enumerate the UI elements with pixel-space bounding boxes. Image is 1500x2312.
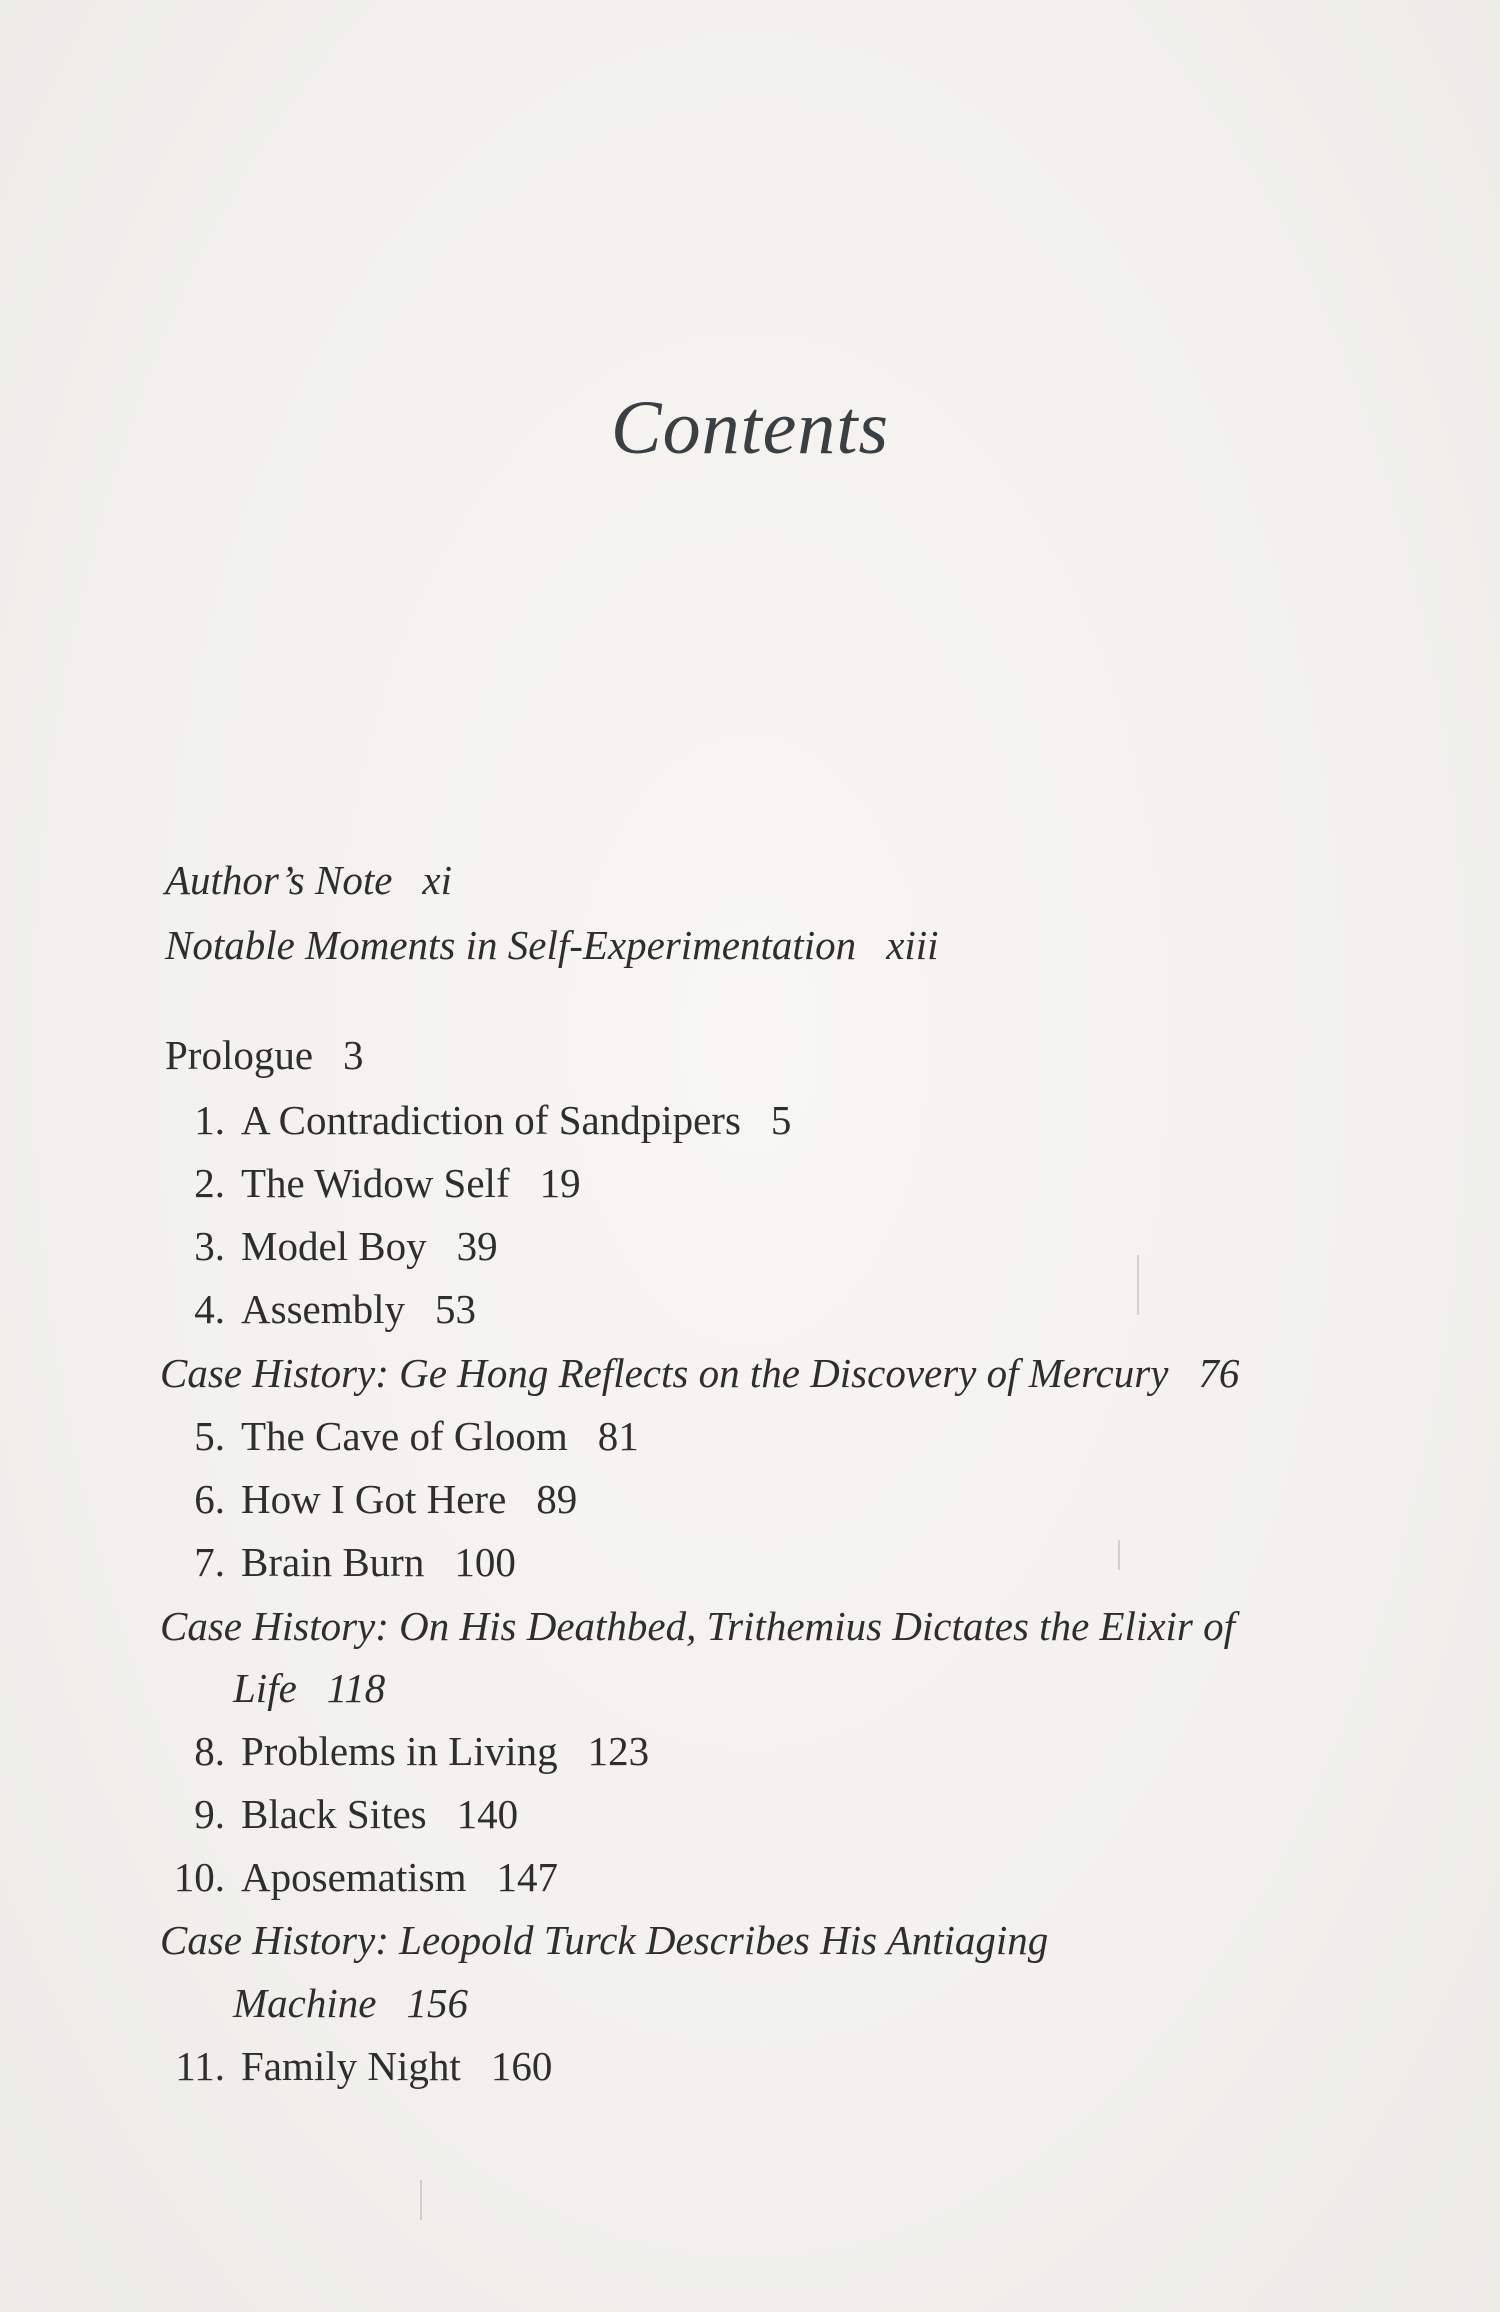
toc-entry-chapter-4 [155, 1286, 476, 1332]
toc-chapter-number: 5. [194, 1413, 225, 1459]
toc-entry-chapter-7 [155, 1539, 516, 1585]
toc-page-number: 53 [435, 1286, 476, 1332]
toc-entry-chapter-1 [155, 1097, 792, 1143]
toc-page-number: 147 [496, 1854, 558, 1900]
toc-label: Case History: Leopold Turck Describes His Antiaging [160, 1917, 1049, 1963]
toc-label: Author’s Note [165, 857, 393, 903]
toc-entry-prologue [165, 1032, 364, 1078]
toc-label: Brain Burn [241, 1539, 425, 1585]
toc-entry-chapter-8 [155, 1728, 650, 1774]
toc-page-number: 100 [454, 1539, 516, 1585]
toc-label: Black Sites [241, 1791, 427, 1837]
toc-page-number: 118 [326, 1665, 386, 1711]
toc-label: Model Boy [241, 1223, 427, 1269]
toc-label: Aposematism [241, 1854, 467, 1900]
toc-page-number: 156 [406, 1980, 468, 2026]
toc-label: Notable Moments in Self-Experimentation [165, 922, 857, 968]
toc-entry-chapter-2 [155, 1160, 581, 1206]
toc-label: Machine [233, 1980, 377, 2026]
toc-page-number: 3 [343, 1032, 364, 1078]
toc-page-number: xi [422, 857, 453, 903]
toc-chapter-number: 1. [194, 1097, 225, 1143]
toc-entry-chapter-6 [155, 1476, 578, 1522]
toc-page-number: xiii [886, 922, 939, 968]
toc-label: Problems in Living [241, 1728, 558, 1774]
toc-chapter-number: 10. [173, 1854, 225, 1900]
toc-chapter-number: 6. [194, 1476, 225, 1522]
toc-page-number: 123 [587, 1728, 650, 1774]
toc-label: The Cave of Gloom [241, 1413, 568, 1459]
toc-entry-case-history-trithemius-continued [233, 1665, 386, 1711]
toc-label: Case History: On His Deathbed, Trithemius Dictates the Elixir of [160, 1603, 1236, 1649]
toc-page-number: 19 [539, 1160, 581, 1206]
toc-entry-case-history-ge-hong [160, 1350, 1240, 1396]
toc-entry-case-history-turck-continued [233, 1980, 468, 2026]
toc-entry-notable-moments [165, 922, 939, 968]
toc-label: The Widow Self [241, 1160, 510, 1206]
toc-page-number: 81 [597, 1413, 639, 1459]
toc-chapter-number: 4. [194, 1286, 225, 1332]
toc-label: Life [233, 1665, 297, 1711]
toc-entry-case-history-trithemius [160, 1603, 1236, 1649]
toc-entry-chapter-9 [155, 1791, 519, 1837]
scan-artifact [1137, 1255, 1139, 1315]
toc-chapter-number: 2. [194, 1160, 225, 1206]
scan-artifact [420, 2180, 422, 2220]
toc-chapter-number: 11. [175, 2043, 225, 2089]
toc-label: Assembly [241, 1286, 405, 1332]
toc-entry-chapter-10 [155, 1854, 558, 1900]
toc-page-number: 39 [456, 1223, 498, 1269]
toc-label: How I Got Here [241, 1476, 507, 1522]
toc-chapter-number: 7. [194, 1539, 225, 1585]
toc-page-number: 76 [1198, 1350, 1240, 1396]
toc-page-number: 89 [536, 1476, 578, 1522]
toc-chapter-number: 9. [194, 1791, 225, 1837]
toc-entry-case-history-turck [160, 1917, 1049, 1963]
toc-page-number: 140 [456, 1791, 519, 1837]
toc-entry-chapter-5 [155, 1413, 639, 1459]
toc-page-number: 5 [770, 1097, 792, 1143]
toc-entry-chapter-11 [155, 2043, 553, 2089]
toc-entry-authors-note [165, 857, 453, 903]
toc-label: Prologue [165, 1032, 314, 1078]
toc-label: A Contradiction of Sandpipers [241, 1097, 741, 1143]
scan-artifact [1118, 1540, 1120, 1570]
toc-chapter-number: 3. [194, 1223, 225, 1269]
toc-chapter-number: 8. [194, 1728, 225, 1774]
toc-label: Case History: Ge Hong Reflects on the Discovery of Mercury [160, 1350, 1169, 1396]
toc-entry-chapter-3 [155, 1223, 498, 1269]
toc-label: Family Night [241, 2043, 461, 2089]
page-title: Contents [610, 386, 890, 470]
toc-page-number: 160 [490, 2043, 553, 2089]
